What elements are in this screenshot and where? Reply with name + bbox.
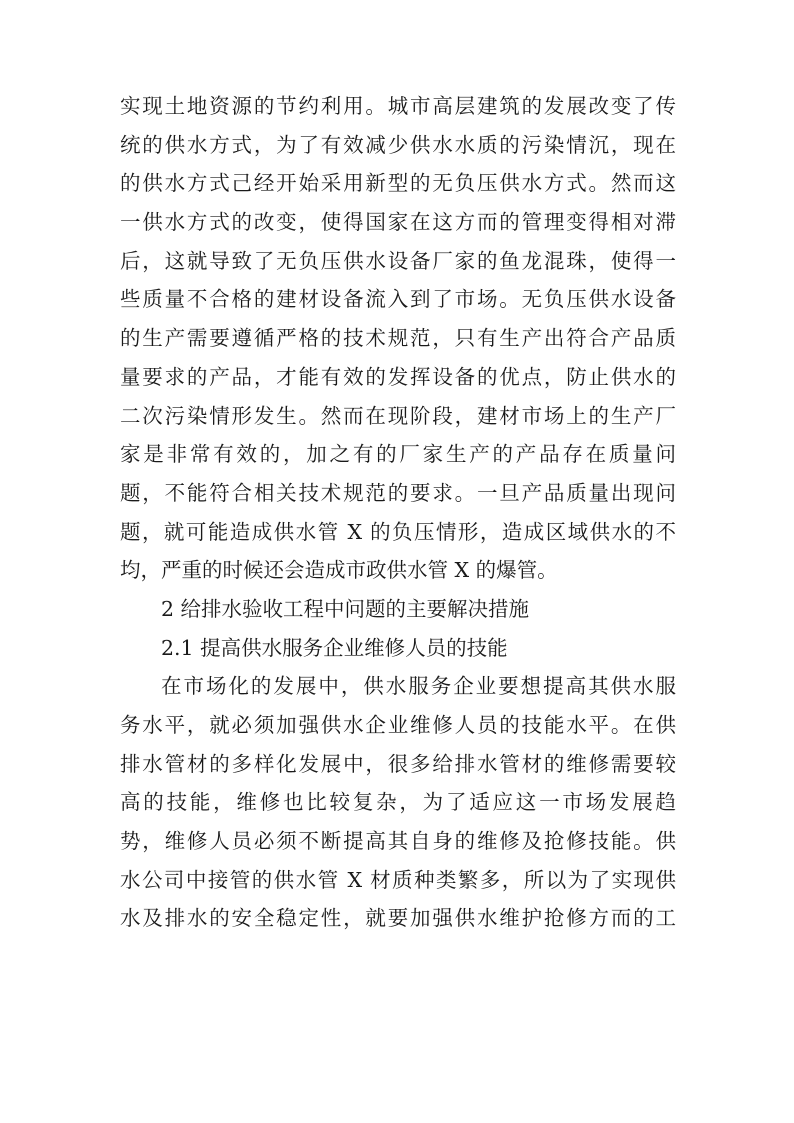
text-line: 量要求的产品，才能有效的发挥设备的优点，防止供水的: [120, 364, 676, 389]
text-line: 的生产需要遵循严格的技术规范，只有生产出符合产品质: [120, 326, 676, 351]
text-line: 统的供水方式，为了有效减少供水水质的污染情沉，现在: [120, 132, 676, 157]
text-line: 实现土地资源的节约利用。城市高层建筑的发展改变了传: [120, 94, 676, 118]
text-line: 排水管材的多样化发展中，很多给排水管材的维修需要较: [120, 751, 676, 776]
text-line: 务水平，就必须加强供水企业维修人员的技能水平。在供: [120, 713, 676, 737]
text-line: 题，不能符合相关技术规范的要求。一旦产品质量出现问: [120, 480, 676, 505]
text-line: 后，这就导致了无负压供水设备厂家的鱼龙混珠，使得一: [120, 248, 676, 273]
text-line: 水公司中接管的供水管 X 材质种类繁多，所以为了实现供: [120, 867, 676, 892]
paragraph-end-line: 均，严重的时候还会造成市政供水管 X 的爆管。: [120, 558, 558, 583]
text-line: 家是非常有效的，加之有的厂家生产的产品存在质量问: [120, 442, 676, 467]
text-line: 势，维修人员必须不断提高其自身的维修及抢修技能。供: [120, 829, 676, 854]
text-line: 水及排水的安全稳定性，就要加强供水维护抢修方而的工: [120, 906, 676, 931]
document-body: [120, 87, 676, 938]
text-line: 高的技能，维修也比较复杂，为了适应这一市场发展趋: [120, 790, 676, 815]
text-line: 些质量不合格的建材设备流入到了市场。无负压供水设备: [120, 287, 676, 312]
paragraph-first-line: 在市场化的发展中，供水服务企业要想提高其供水服: [161, 674, 676, 699]
text-line: 二次污染情形发生。然而在现阶段，建材市场上的生产厂: [120, 403, 676, 428]
text-line: 一供水方式的改变，使得国家在这方而的管理变得相对滞: [120, 210, 676, 235]
text-line: 题，就可能造成供水管 X 的负压情形，造成区域供水的不: [120, 519, 676, 544]
section-heading: 2 给排水验收工程中问题的主要解决措施: [161, 596, 530, 621]
text-line: 的供水方式己经开始采用新型的无负压供水方式。然而这: [120, 171, 676, 196]
subsection-heading: 2.1 提高供水服务企业维修人员的技能: [161, 635, 508, 660]
